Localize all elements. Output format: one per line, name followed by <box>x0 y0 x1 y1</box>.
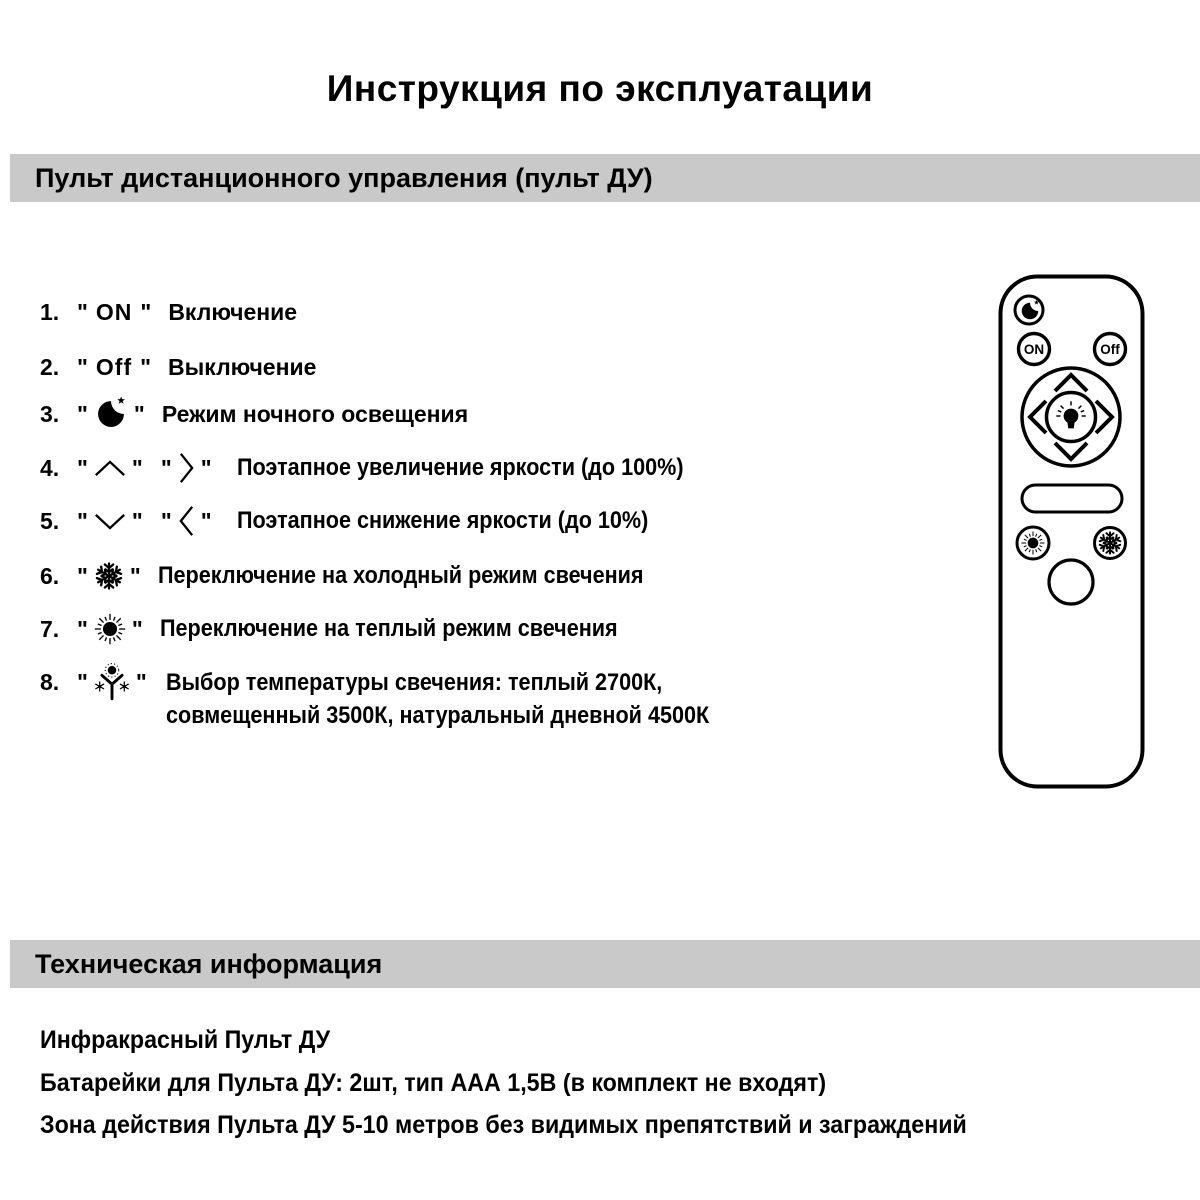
color-temperature-icon <box>93 663 131 701</box>
night-mode-button <box>1015 296 1043 324</box>
quote-mark: " <box>77 454 88 481</box>
list-item-warm-mode <box>40 609 668 649</box>
cold-mode-button <box>1095 528 1126 559</box>
item-description: Переключение на теплый режим свечения <box>159 615 618 642</box>
tech-info-line: Зона действия Пульта ДУ 5-10 метров без видимых препятствий и заграждений <box>40 1111 967 1139</box>
snowflake-icon <box>93 560 125 592</box>
on-button-label: ON <box>1023 342 1045 357</box>
item-number: 5. <box>40 507 60 534</box>
section-header-tech-label: Техническая информация <box>35 949 383 979</box>
off-label: Off <box>95 353 133 380</box>
quote-mark: " <box>77 298 88 325</box>
item-number: 7. <box>40 615 60 642</box>
list-item-night-mode <box>40 394 468 434</box>
quote-mark: " <box>131 615 143 642</box>
quote-mark: " <box>160 454 172 481</box>
quote-mark: " <box>200 454 212 481</box>
round-button <box>1049 560 1093 604</box>
chevron-left-icon <box>177 504 196 538</box>
warm-mode-button <box>1017 527 1049 559</box>
on-button <box>1019 334 1050 365</box>
quote-mark: " <box>140 353 152 380</box>
crescent-moon-icon <box>93 396 129 432</box>
quote-mark: " <box>77 400 88 427</box>
list-item-cold-mode <box>40 556 697 596</box>
item-number: 3. <box>40 400 60 427</box>
item-description: Переключение на холодный режим свечения <box>157 562 644 589</box>
section-header-remote-label: Пульт дистанционного управления (пульт ДУ) <box>35 163 653 193</box>
item-number: 6. <box>40 562 60 589</box>
list-item-off <box>40 347 316 387</box>
sun-icon <box>1022 532 1045 555</box>
quote-mark: " <box>133 400 145 427</box>
item-description: Включение <box>168 298 298 325</box>
quote-mark: " <box>131 507 143 534</box>
remote-control-illustration <box>998 274 1146 790</box>
item-number: 1. <box>40 298 60 325</box>
on-label: ON <box>95 298 133 325</box>
list-item-on <box>40 292 297 332</box>
item-number: 4. <box>40 454 60 481</box>
quote-mark: " <box>135 668 147 695</box>
off-button-label: Off <box>1100 342 1120 357</box>
quote-mark: " <box>131 454 143 481</box>
item-description: Поэтапное увеличение яркости (до 100%) <box>236 454 684 481</box>
quote-mark: " <box>77 668 88 695</box>
item-number: 8. <box>40 668 60 695</box>
sun-icon <box>93 612 127 646</box>
item-description-line2: совмещенный 3500К, натуральный дневной 4500К <box>165 702 709 729</box>
list-item-brightness-up <box>40 448 733 488</box>
quote-mark: " <box>160 507 172 534</box>
dpad-control <box>1022 368 1120 466</box>
item-description: Режим ночного освещения <box>161 400 469 427</box>
page-title: Инструкция по эксплуатации <box>326 68 874 109</box>
quote-mark: " <box>77 615 88 642</box>
quote-mark: " <box>77 353 88 380</box>
list-item-color-temperature <box>40 662 769 742</box>
quote-mark: " <box>77 562 88 589</box>
chevron-right-icon <box>177 451 196 485</box>
tech-info-line: Батарейки для Пульта ДУ: 2шт, тип ААА 1,5В (в комплект не входят) <box>40 1069 827 1097</box>
item-description-line1: Выбор температуры свечения: теплый 2700К, <box>165 669 663 696</box>
chevron-down-icon <box>93 511 127 532</box>
quote-mark: " <box>140 298 152 325</box>
item-description: Выключение <box>168 353 317 380</box>
item-description: Поэтапное снижение яркости (до 10%) <box>236 507 648 534</box>
off-button <box>1095 334 1126 365</box>
section-header-remote <box>10 154 1200 202</box>
tech-info-line: Инфракрасный Пульт ДУ <box>40 1026 331 1054</box>
list-item-brightness-down <box>40 501 694 541</box>
section-header-tech <box>10 940 1200 988</box>
quote-mark: " <box>200 507 212 534</box>
quote-mark: " <box>77 507 88 534</box>
chevron-up-icon <box>93 458 127 479</box>
quote-mark: " <box>129 562 141 589</box>
item-number: 2. <box>40 353 60 380</box>
pill-button <box>1022 485 1122 512</box>
